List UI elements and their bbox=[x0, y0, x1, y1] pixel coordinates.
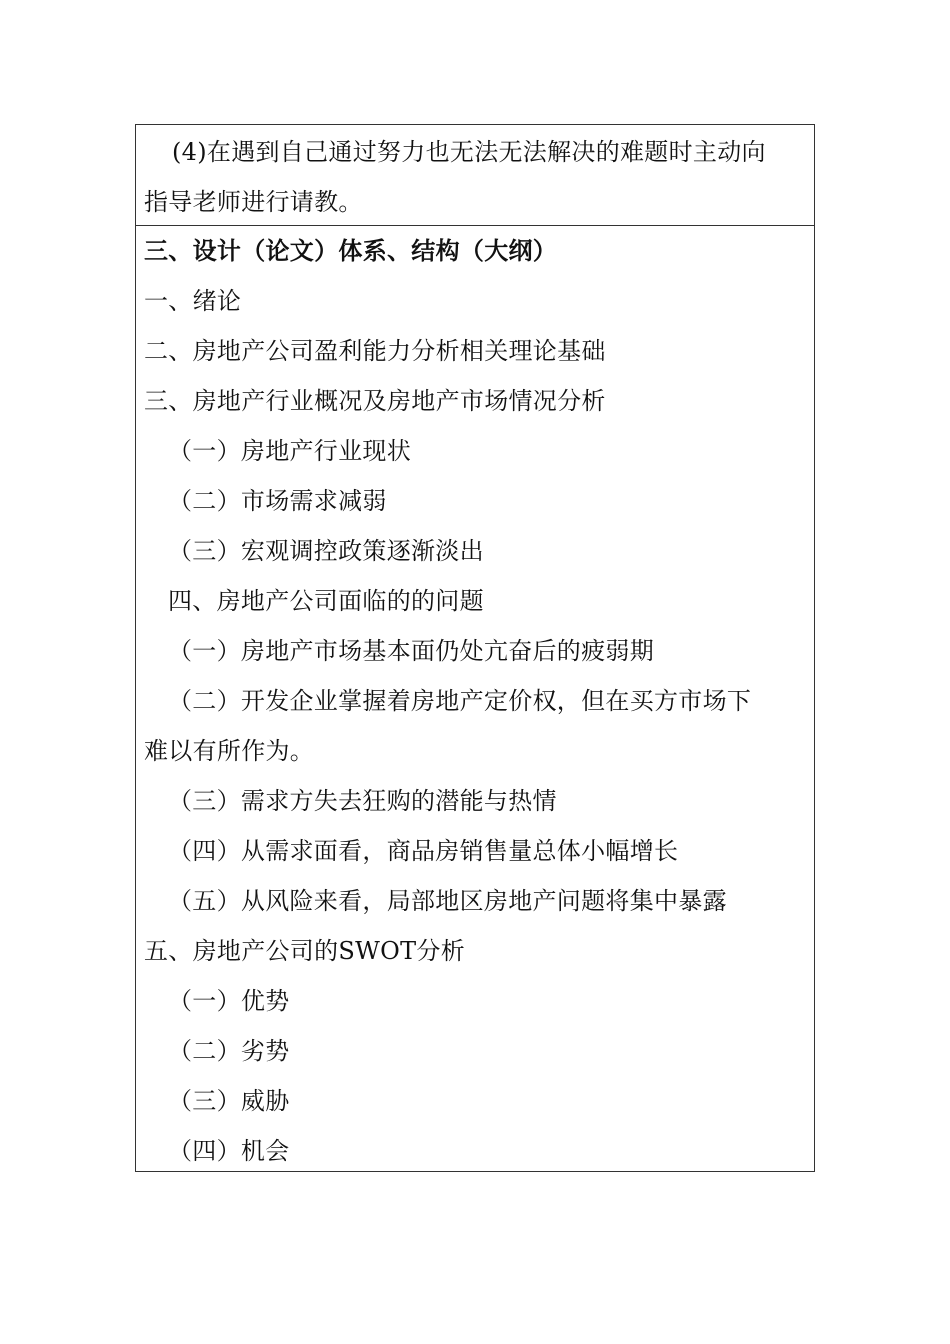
outline-chapter: 三、房地产行业概况及房地产市场情况分析 bbox=[144, 387, 606, 415]
outline-section: （三）威胁 bbox=[168, 1087, 290, 1115]
requirement-line: 指导老师进行请教。 bbox=[144, 188, 363, 216]
outline-cell bbox=[136, 226, 814, 1171]
outline-section: （二）开发企业掌握着房地产定价权，但在买方市场下 bbox=[168, 687, 752, 715]
outline-section: （四）从需求面看，商品房销售量总体小幅增长 bbox=[168, 837, 679, 865]
outline-section: （三）宏观调控政策逐渐淡出 bbox=[168, 537, 484, 565]
outline-heading: 三、设计（论文）体系、结构（大纲） bbox=[144, 236, 558, 265]
outline-section: （四）机会 bbox=[168, 1137, 290, 1165]
outline-section: （三）需求方失去狂购的潜能与热情 bbox=[168, 787, 557, 815]
outline-section: （一）优势 bbox=[168, 987, 290, 1015]
outline-chapter: 一、绪论 bbox=[144, 287, 242, 315]
outline-chapter: 四、房地产公司面临的的问题 bbox=[168, 587, 484, 615]
outline-section: （五）从风险来看，局部地区房地产问题将集中暴露 bbox=[168, 887, 727, 915]
outline-section: （一）房地产市场基本面仍处亢奋后的疲弱期 bbox=[168, 637, 654, 665]
outline-chapter: 二、房地产公司盈利能力分析相关理论基础 bbox=[144, 337, 606, 365]
document-table bbox=[135, 124, 815, 1172]
requirement-line: (4)在遇到自己通过努力也无法无法解决的难题时主动向 bbox=[172, 138, 766, 166]
outline-section: （二）市场需求减弱 bbox=[168, 487, 387, 515]
requirements-cell bbox=[136, 125, 814, 226]
outline-section: （一）房地产行业现状 bbox=[168, 437, 411, 465]
outline-chapter: 五、房地产公司的SWOT分析 bbox=[144, 937, 465, 965]
outline-section: （二）劣势 bbox=[168, 1037, 290, 1065]
outline-section-continued: 难以有所作为。 bbox=[144, 737, 315, 765]
